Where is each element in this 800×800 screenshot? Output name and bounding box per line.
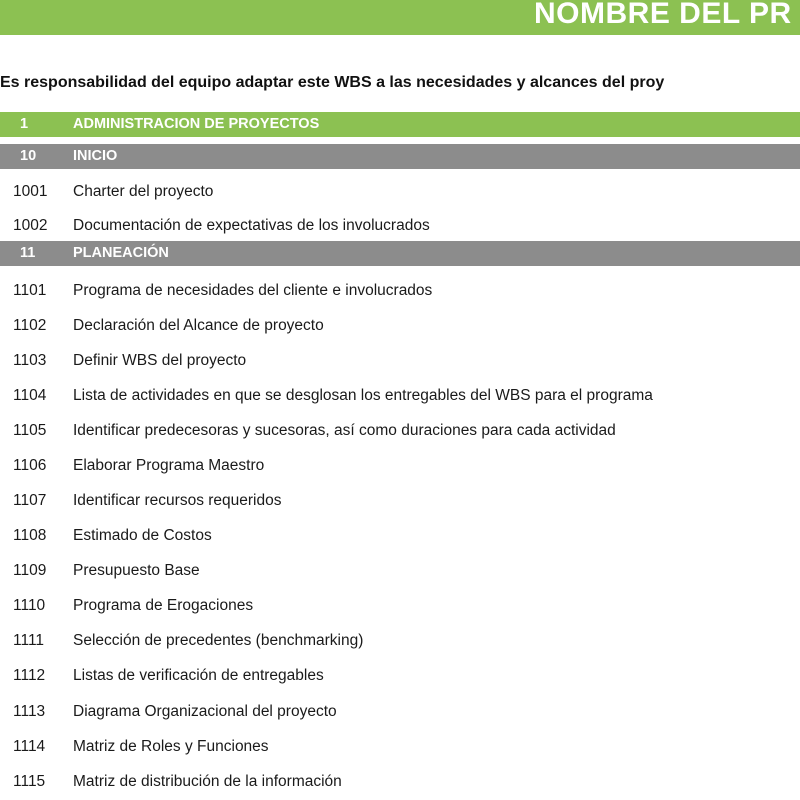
wbs-row[interactable] bbox=[0, 454, 800, 478]
instruction-note: Es responsabilidad del equipo adaptar este WBS a las necesidades y alcances del proy bbox=[0, 74, 665, 91]
wbs-row[interactable] bbox=[0, 419, 800, 443]
wbs-row[interactable] bbox=[0, 349, 800, 373]
wbs-code: 11 bbox=[20, 245, 36, 261]
wbs-description: Documentación de expectativas de los involucrados bbox=[73, 217, 430, 234]
wbs-description: Declaración del Alcance de proyecto bbox=[73, 317, 324, 334]
wbs-row[interactable] bbox=[0, 384, 800, 408]
wbs-row[interactable] bbox=[0, 664, 800, 688]
wbs-code: 1001 bbox=[13, 183, 48, 200]
page-title: NOMBRE DEL PR bbox=[534, 0, 792, 30]
wbs-code: 1 bbox=[20, 116, 29, 132]
wbs-description: Matriz de distribución de la información bbox=[73, 773, 342, 790]
wbs-description: PLANEACIÓN bbox=[73, 245, 169, 261]
wbs-code: 1103 bbox=[13, 352, 47, 369]
wbs-description: Definir WBS del proyecto bbox=[73, 352, 247, 369]
wbs-row[interactable] bbox=[0, 594, 800, 618]
wbs-code: 1112 bbox=[13, 667, 46, 684]
wbs-code: 1102 bbox=[13, 317, 47, 334]
wbs-code: 1111 bbox=[13, 632, 45, 649]
wbs-row[interactable] bbox=[0, 700, 800, 724]
wbs-code: 1107 bbox=[13, 492, 47, 509]
wbs-code: 1002 bbox=[13, 217, 48, 234]
wbs-phase-row[interactable] bbox=[0, 241, 800, 266]
wbs-description: Lista de actividades en que se desglosan los entregables del WBS para el programa bbox=[73, 387, 653, 404]
wbs-description: ADMINISTRACION DE PROYECTOS bbox=[73, 116, 320, 132]
wbs-row[interactable] bbox=[0, 770, 800, 794]
wbs-code: 1115 bbox=[13, 773, 46, 790]
wbs-row[interactable] bbox=[0, 629, 800, 653]
wbs-description: Programa de necesidades del cliente e involucrados bbox=[73, 282, 433, 299]
wbs-code: 1106 bbox=[13, 457, 47, 474]
wbs-description: Charter del proyecto bbox=[73, 183, 214, 200]
wbs-description: Estimado de Costos bbox=[73, 527, 212, 544]
wbs-description: Elaborar Programa Maestro bbox=[73, 457, 265, 474]
wbs-code: 1101 bbox=[13, 282, 47, 299]
wbs-description: Selección de precedentes (benchmarking) bbox=[73, 632, 364, 649]
wbs-row[interactable] bbox=[0, 735, 800, 759]
wbs-row[interactable] bbox=[0, 489, 800, 513]
wbs-code: 1108 bbox=[13, 527, 47, 544]
wbs-row[interactable] bbox=[0, 524, 800, 548]
wbs-description: INICIO bbox=[73, 148, 118, 164]
wbs-code: 1105 bbox=[13, 422, 47, 439]
wbs-phase-row[interactable] bbox=[0, 144, 800, 169]
wbs-description: Diagrama Organizacional del proyecto bbox=[73, 703, 337, 720]
wbs-description: Programa de Erogaciones bbox=[73, 597, 254, 614]
wbs-code: 1104 bbox=[13, 387, 47, 404]
wbs-code: 1113 bbox=[13, 703, 46, 720]
wbs-row[interactable] bbox=[0, 314, 800, 338]
wbs-description: Identificar predecesoras y sucesoras, así como duraciones para cada actividad bbox=[73, 422, 616, 439]
wbs-row[interactable] bbox=[0, 559, 800, 583]
wbs-row[interactable] bbox=[0, 214, 800, 238]
wbs-row[interactable] bbox=[0, 180, 800, 204]
wbs-description: Presupuesto Base bbox=[73, 562, 200, 579]
wbs-description: Listas de verificación de entregables bbox=[73, 667, 324, 684]
wbs-description: Matriz de Roles y Funciones bbox=[73, 738, 269, 755]
wbs-group-row[interactable] bbox=[0, 112, 800, 137]
wbs-code: 1114 bbox=[13, 738, 46, 755]
wbs-code: 1110 bbox=[13, 597, 46, 614]
wbs-code: 10 bbox=[20, 148, 37, 164]
wbs-row[interactable] bbox=[0, 279, 800, 303]
wbs-description: Identificar recursos requeridos bbox=[73, 492, 282, 509]
wbs-code: 1109 bbox=[13, 562, 47, 579]
title-bar bbox=[0, 0, 800, 35]
